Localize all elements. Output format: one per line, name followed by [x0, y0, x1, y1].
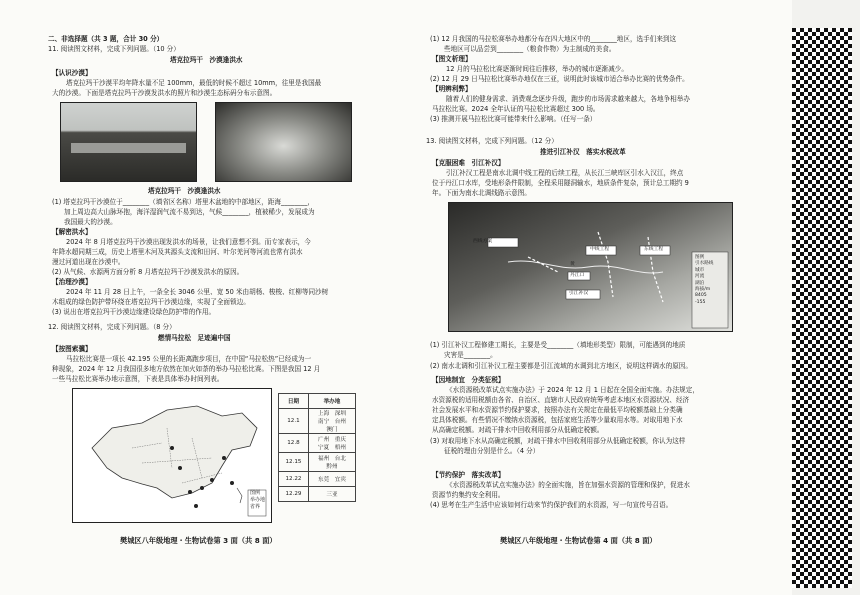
table-row	[279, 409, 356, 434]
table-row	[279, 434, 356, 453]
exam-page-3	[0, 0, 420, 595]
paragraph: 漫过河道出现在沙漠中。	[52, 258, 125, 266]
table-cell: 东莞 宜宾	[308, 472, 355, 487]
paragraph: 2024 年 11 月 28 日上午，一条全长 3046 公里、宽 50 米由胡杨、梭梭、红柳等同沙树	[66, 288, 329, 296]
paragraph: 《水资源税改革试点实施办法》于 2024 年 12 月 1 日起在全国全面实施。办法规定，	[446, 386, 699, 394]
map-legend	[250, 490, 265, 510]
map-label-yinjiangbuhan: 引江补汉	[569, 291, 589, 296]
tag-route: 【按图索骥】	[52, 345, 92, 353]
map-label-west: 西线方案	[473, 239, 493, 244]
photo-caption: 塔克拉玛干 沙漠逢洪水	[148, 187, 221, 195]
page-footer: 樊城区八年级地理・生物试卷第 3 面（共 8 面）	[120, 536, 277, 545]
paragraph: 木组成的绿色防护带环绕在塔克拉玛干沙漠边缘，实现了全面锁边。	[52, 298, 250, 306]
tag-explain-flood: 【解密洪水】	[52, 228, 92, 236]
paragraph: 塔克拉玛干沙漠平均年降水量不足 100mm，最低的时候不超过 10mm，往里是我国最	[66, 79, 322, 87]
q11-prompt: 11. 阅读图文材料，完成下列问题。（10 分）	[48, 45, 180, 53]
legend-item: 城市	[695, 267, 705, 273]
paragraph: 定具体税额。有些情况不缴纳水资源税，包括家庭生活等少量取用水等。对取用地下水	[432, 416, 683, 424]
legend-item: 海拔/m	[695, 287, 711, 293]
paragraph: 从高确定税额。对疏干排水中回收利用部分从低确定税额。	[432, 426, 604, 434]
paragraph: 大的沙漠。下面是塔克拉玛干沙漠发洪水的照片和沙漠生态标码分布示意图。	[52, 89, 277, 97]
q11-2: (2) 从气候、水源两方面分析 8 月塔克拉玛干沙漠发洪水的原因。	[52, 268, 244, 276]
paragraph: 2024 年 8 月塔克拉玛干沙漠出现发洪水的场景，让我们意想不到。而专家表示，今	[66, 238, 311, 246]
paragraph: 12 月的马拉松比赛逐渐时间往后推移，举办的城市逐渐减少。	[446, 65, 628, 73]
q12-2: (2) 12 月 29 日马拉松比赛举办地仅在三亚，说明此时该城市适合举办比赛的优势条件。	[430, 75, 689, 83]
section-heading: 二、非选择题（共 3 题，合计 30 分）	[48, 35, 164, 43]
legend-title: 图例	[250, 490, 261, 496]
legend-item: 河流	[695, 274, 705, 280]
q13-subtitle: 推进引江补汉 落实水税改革	[540, 148, 626, 156]
paragraph: 马拉松比赛。2024 全年认证的马拉松比赛超过 300 场。	[432, 105, 600, 113]
table-row	[279, 472, 356, 487]
legend-item: 举办地	[250, 496, 266, 503]
q12-1-line-a: (1) 12 月我国的马拉松赛举办地都分布在四大地区中的________地区，选手们来到这	[430, 35, 677, 43]
q12-prompt: 12. 阅读图文材料，完成下列问题。（8 分）	[48, 323, 176, 331]
q11-1-line-a: (1) 塔克拉玛干沙漠位于________（填省区名称）塔里木盆地的中部地区，距海________，	[52, 198, 314, 206]
table-cell: 12.1	[279, 409, 309, 434]
marathon-map	[72, 388, 272, 523]
paragraph: 年。下面为南水北调线路示意图。	[432, 189, 531, 197]
map-label-east: 东线工程	[644, 247, 664, 252]
tag-manage-desert: 【治理沙漠】	[52, 278, 92, 286]
legend-item: 8405	[695, 293, 707, 299]
table-header: 举办地	[308, 394, 355, 409]
q13-4: (4) 思考在生产生活中应该如何行动来节约保护我们的水资源，写一句宣传号召语。	[430, 501, 673, 509]
paragraph: 年降水超同期三成，历史上塔里木河及其源头支流和田河、叶尔羌河等河流也常有洪水	[52, 248, 303, 256]
legend-item: 省界	[250, 503, 261, 510]
paragraph: 社会发展水平和水资源节约保护要求，按照办法有关规定在最低平均税额基础上分类确	[432, 406, 683, 414]
map-label-danjiangkou: 丹江口	[570, 273, 585, 278]
paragraph: 马拉松比赛是一项长 42.195 公里的长距离跑步项目，在中国“马拉松热”已经成为一	[66, 355, 312, 363]
paragraph: 引江补汉工程是南水北调中线工程的后续工程，从长江三峡库区引水入汉江，终点	[446, 169, 684, 177]
q12-subtitle: 燃情马拉松 足迹遍中国	[158, 334, 231, 342]
exam-page-4	[420, 0, 792, 595]
paragraph: 《水资源税改革试点实施办法》的全面实施，旨在加强水资源的管理和保护，促进水	[446, 481, 690, 489]
binding-border-pattern	[792, 28, 852, 588]
table-cell: 三亚	[308, 487, 355, 502]
paragraph: 资源节约集约安全利用。	[432, 491, 505, 499]
table-cell: 福州 台北 黔州	[308, 453, 355, 472]
table-cell: 12.15	[279, 453, 309, 472]
paragraph: 种现象，2024 年 12 月我国很多地方依然在加火如荼的举办马拉松比赛。下图是我国 12 月	[52, 365, 321, 373]
legend-item: -155	[695, 299, 706, 305]
q13-prompt: 13. 阅读图文材料，完成下列问题。（12 分）	[426, 137, 558, 145]
tag-save: 【节约保护 落实改革】	[432, 471, 505, 479]
q12-1-line-b: 些地区可以品尝到________（粮食作物）为主制成的美食。	[444, 45, 616, 53]
paragraph: 随着人们的健身需求、消费观念逐步升级，跑步的市场需求越来越大，各地争相举办	[446, 95, 690, 103]
table-cell: 广州 重庆 宁夏 梧州	[308, 434, 355, 453]
q11-subtitle: 塔克拉玛干 沙漠逢洪水	[170, 56, 243, 64]
flood-photo	[60, 102, 197, 182]
legend-item: 引水路线	[695, 261, 714, 267]
tag-future: 【明辨利弊】	[432, 85, 472, 93]
legend-title: 图例	[695, 255, 705, 260]
tag-reform: 【因地制宜 分类征税】	[432, 376, 505, 384]
water-diversion-map	[448, 202, 733, 332]
q13-1-line-b: 灾害是________。	[444, 351, 497, 359]
table-cell: 12.29	[279, 487, 309, 502]
schedule-table	[278, 393, 356, 502]
paragraph: 水资源税的适用税额由各省、自治区、直辖市人民政府统筹考虑本地区水资源状况、经济	[432, 396, 690, 404]
q13-3-line-a: (3) 对取用地下水从高确定税额，对疏干排水中回收利用部分从低确定税额，你认为这样	[430, 437, 686, 445]
q11-1-line-b: 加上周边高大山脉环抱，海洋湿润气流不易到达，气候________，植被稀少，发展成为	[64, 208, 315, 216]
table-row	[279, 453, 356, 472]
map-label-yellow-river: 黄	[570, 262, 575, 267]
table-header: 日期	[279, 394, 309, 409]
q11-1-line-c: 我国最大的沙漠。	[64, 218, 117, 226]
map-legend	[695, 255, 713, 306]
legend-item: 湖泊	[695, 280, 705, 286]
q13-1-line-a: (1) 引江补汉工程修建工期长，主要是受________（填地形类型）限制，可能遇到的地质	[430, 341, 686, 349]
table-cell: 12.22	[279, 472, 309, 487]
q13-2-line-a: (2) 南水北调和引江补汉工程主要都是引江流域的水调到北方地区，说明这样调水的原因。	[430, 362, 692, 370]
desert-ecology-map	[215, 102, 352, 182]
paragraph: 位于丹江口水库，受地形条件限制，全程采用隧洞输水，地质条件复杂，预计总工期约 9	[432, 179, 689, 187]
q13-3-line-b: 征税的理由分别是什么。（4 分）	[444, 447, 540, 455]
tag-know-desert: 【认识沙漠】	[52, 69, 92, 77]
table-row	[279, 487, 356, 502]
table-cell: 上海 深圳 南宁 台州 澳门	[308, 409, 355, 434]
tag-overcome: 【克服困难 引江补汉】	[432, 159, 505, 167]
paragraph: 一些马拉松比赛举办地示意图，下表是具体举办时间列表。	[52, 375, 224, 383]
table-cell: 12.8	[279, 434, 309, 453]
q11-3: (3) 说出在塔克拉玛干沙漠边缘建设绿色防护带的作用。	[52, 308, 216, 316]
tag-text-info: 【图文析理】	[432, 55, 472, 63]
page-footer: 樊城区八年级地理・生物试卷第 4 面（共 8 面）	[500, 536, 657, 545]
map-label-middle: 中线工程	[590, 247, 610, 252]
q12-3: (3) 推测开展马拉松比赛可能带来什么影响。（任写一条）	[430, 115, 597, 123]
